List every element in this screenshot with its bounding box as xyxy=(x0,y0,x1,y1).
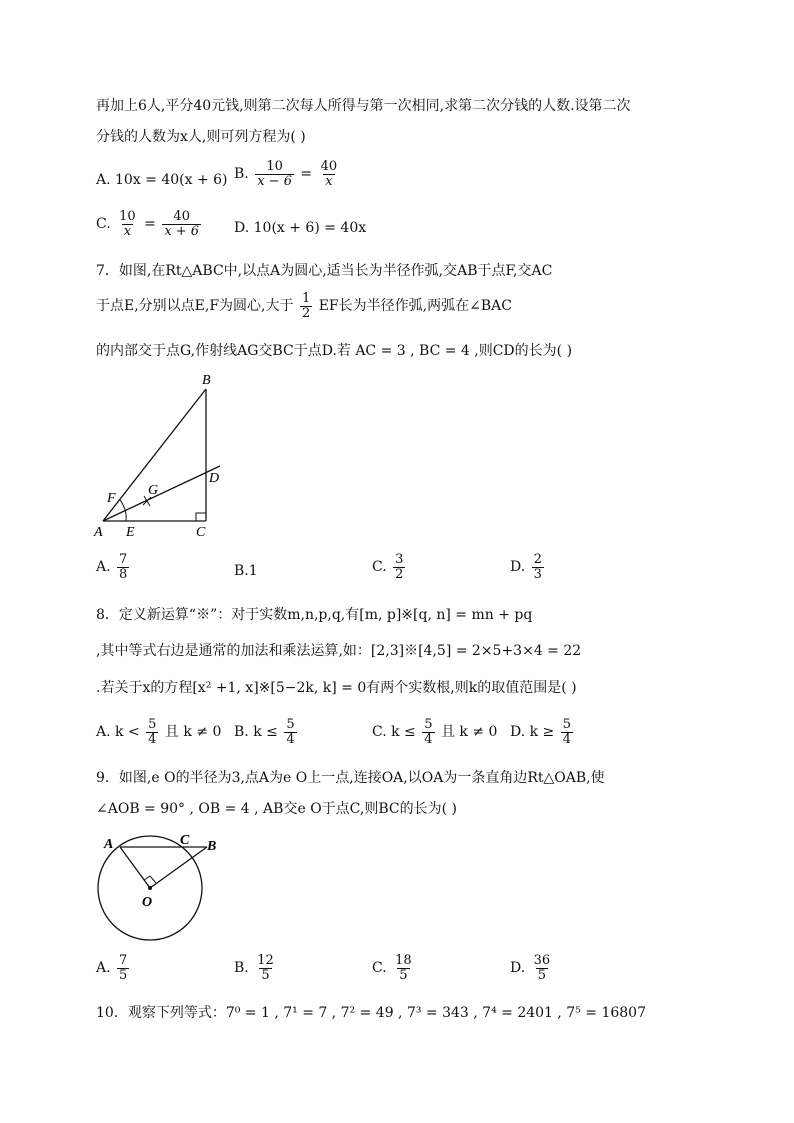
fraction: $\frac{5}{4}$ xyxy=(148,717,157,747)
q8-line2: ,其中等式右边是通常的加法和乘法运算,如：[2,3]※[4,5] = 2×5+3×4 = 22 xyxy=(96,643,582,659)
q6-option-a: A. 10x = 40(x + 6) xyxy=(96,172,228,188)
q6-option-d: D. 10(x + 6) = 40x xyxy=(234,220,367,236)
q8-option-c: C. k ≤ $\frac{5}{4}$ 且 k ≠ 0 xyxy=(372,717,498,747)
center-point xyxy=(148,886,152,890)
q7-line1: 7．如图,在Rt△ABC中,以点A为圆心,适当长为半径作弧,交AB于点F,交AC xyxy=(96,263,553,279)
q7-option-c: C. $\frac{3}{2}$ xyxy=(372,552,404,582)
q8-line3: .若关于x的方程[x² +1, x]※[5−2k, k] = 0有两个实数根,则k的取值范围是( ) xyxy=(96,680,577,696)
fraction: $\frac{7}{5}$ xyxy=(119,953,128,983)
q9-option-b: B. $\frac{12}{5}$ xyxy=(234,953,274,983)
q9-option-d: D. $\frac{36}{5}$ xyxy=(510,953,551,983)
right-angle-mark xyxy=(196,513,206,521)
fraction: $\frac{36}{5}$ xyxy=(533,953,551,983)
label-d: D xyxy=(209,471,220,486)
fraction: $\frac{2}{3}$ xyxy=(533,552,542,582)
label-g: G xyxy=(148,483,159,498)
label-o: O xyxy=(142,895,153,910)
fraction: $\frac{7}{8}$ xyxy=(119,552,128,582)
label-c: C xyxy=(180,833,190,848)
label-b: B xyxy=(202,373,211,388)
q9-option-c: C. $\frac{18}{5}$ xyxy=(372,953,412,983)
q7-option-b: B.1 xyxy=(234,563,258,579)
q6-option-c: C. $\frac{10}{x}$ = $\frac{40}{x + 6}$ xyxy=(96,209,200,239)
label-f: F xyxy=(107,491,116,506)
fraction-half: $\frac{1}{2}$ xyxy=(301,291,311,321)
q6-line2: 分钱的人数为x人,则可列方程为( ) xyxy=(96,129,306,145)
segment-oa xyxy=(120,847,150,888)
label-a: A xyxy=(104,837,114,852)
label-e: E xyxy=(126,525,135,540)
fraction: $\frac{12}{5}$ xyxy=(257,953,274,983)
q8-option-a: A. k < $\frac{5}{4}$ 且 k ≠ 0 xyxy=(96,717,222,747)
fraction: $\frac{18}{5}$ xyxy=(395,953,412,983)
q7-line2: 于点E,分别以点E,F为圆心,大于 $\frac{1}{2}$ EF长为半径作弧,两弧在∠BAC xyxy=(96,291,512,321)
label-a: A xyxy=(94,525,103,540)
q9-line2: ∠AOB = 90° , OB = 4 , AB交e O于点C,则BC的长为( ) xyxy=(96,801,457,817)
fraction: $\frac{40}{x}$ xyxy=(320,159,338,189)
q7-option-a: A. $\frac{7}{8}$ xyxy=(96,552,128,582)
q9-option-a: A. $\frac{7}{5}$ xyxy=(96,953,128,983)
arc-ef xyxy=(120,500,126,521)
fraction: $\frac{5}{4}$ xyxy=(562,717,572,747)
fraction: $\frac{10}{x - 6}$ xyxy=(257,159,292,189)
label-b: B xyxy=(207,839,217,854)
q8-option-d: D. k ≥ $\frac{5}{4}$ xyxy=(510,717,572,747)
label-c: C xyxy=(196,525,206,540)
q8-line1: 8．定义新运算“※”：对于实数m,n,p,q,有[m, p]※[q, n] = mn + pq xyxy=(96,607,533,623)
q8-option-b: B. k ≤ $\frac{5}{4}$ xyxy=(234,717,295,747)
q9-line1: 9．如图,e O的半径为3,点A为e O上一点,连接OA,以OA为一条直角边Rt△OAB,使 xyxy=(96,770,605,786)
fraction: $\frac{5}{4}$ xyxy=(286,717,295,747)
q10-line1: 10．观察下列等式：7⁰ = 1 , 7¹ = 7 , 7² = 49 , 7³ = 343 , 7⁴ = 2401 , 7⁵ = 16807 xyxy=(96,1005,646,1021)
q6-line1: 再加上6人,平分40元钱,则第二次每人所得与第一次相同,求第二次分钱的人数.设第二次 xyxy=(96,98,631,114)
q6-option-b: B. $\frac{10}{x - 6}$ = $\frac{40}{x}$ xyxy=(234,159,338,189)
fraction: $\frac{5}{4}$ xyxy=(424,717,433,747)
q9-circle-figure xyxy=(92,828,227,948)
q7-triangle-figure xyxy=(92,370,242,542)
fraction: $\frac{40}{x + 6}$ xyxy=(164,209,200,239)
side-ab xyxy=(103,389,206,521)
q7-option-d: D. $\frac{2}{3}$ xyxy=(510,552,542,582)
fraction: $\frac{3}{2}$ xyxy=(395,552,404,582)
q7-line3: 的内部交于点G,作射线AG交BC于点D.若 AC = 3 , BC = 4 ,则CD的长为( ) xyxy=(96,343,573,359)
fraction: $\frac{10}{x}$ xyxy=(119,209,136,239)
